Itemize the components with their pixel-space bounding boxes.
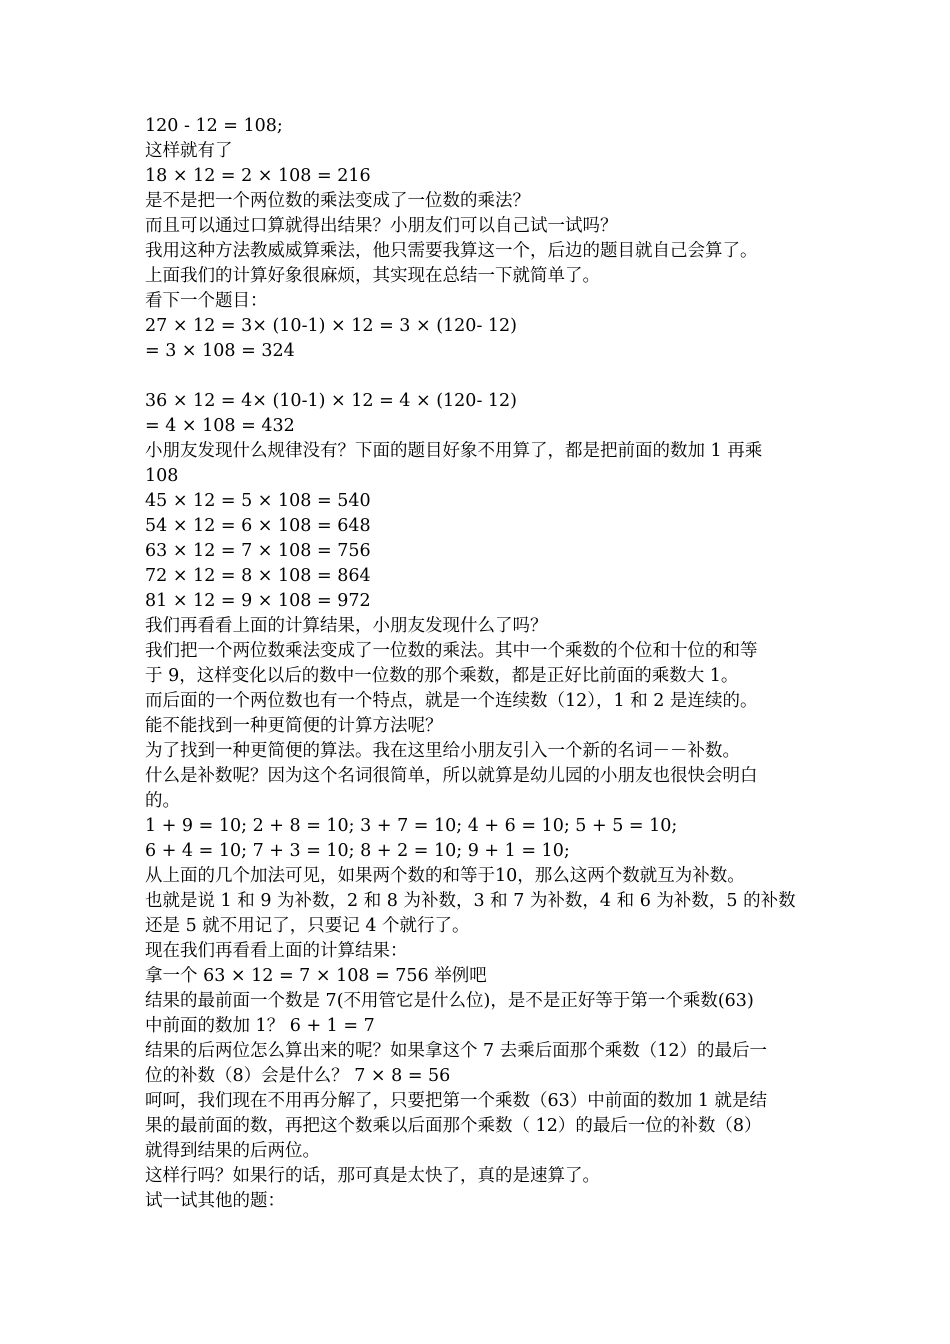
text-line: 小朋友发现什么规律没有？下面的题目好象不用算了，都是把前面的数加 1 再乘: [145, 441, 763, 461]
text-line: 72 × 12 = 8 × 108 = 864: [145, 566, 371, 586]
text-line: 我用这种方法教威威算乘法，他只需要我算这一个，后边的题目就自己会算了。: [145, 241, 758, 261]
text-line: 现在我们再看看上面的计算结果：: [145, 941, 408, 961]
text-line: 120 - 12 = 108;: [145, 116, 283, 136]
text-line: 27 × 12 = 3× (10-1) × 12 = 3 × (120- 12): [145, 316, 518, 336]
text-line: 54 × 12 = 6 × 108 = 648: [145, 516, 371, 536]
text-line: 试一试其他的题：: [145, 1191, 285, 1211]
text-line: 果的最前面的数，再把这个数乘以后面那个乘数（ 12）的最后一位的补数（8）: [145, 1116, 762, 1136]
text-line: 位的补数（8）会是什么？ 7 × 8 = 56: [145, 1066, 451, 1086]
text-line: 我们再看看上面的计算结果，小朋友发现什么了吗？: [145, 616, 548, 636]
text-line: 什么是补数呢？因为这个名词很简单，所以就算是幼儿园的小朋友也很快会明白: [145, 766, 758, 786]
text-line: 63 × 12 = 7 × 108 = 756: [145, 541, 371, 561]
text-line: 就得到结果的后两位。: [145, 1141, 320, 1161]
text-line: 18 × 12 = 2 × 108 = 216: [145, 166, 371, 186]
text-line: 能不能找到一种更简便的计算方法呢？: [145, 716, 443, 736]
text-line: 而后面的一个两位数也有一个特点，就是一个连续数（12），1 和 2 是连续的。: [145, 691, 758, 711]
text-line: 我们把一个两位数乘法变成了一位数的乘法。其中一个乘数的个位和十位的和等: [145, 641, 758, 661]
text-line: 是不是把一个两位数的乘法变成了一位数的乘法？: [145, 191, 530, 211]
text-line: 中前面的数加 1？ 6 + 1 = 7: [145, 1016, 375, 1036]
text-line: 6 + 4 = 10; 7 + 3 = 10; 8 + 2 = 10; 9 + 1 = 10;: [145, 841, 570, 861]
blank-line: [145, 364, 825, 389]
text-line: 上面我们的计算好象很麻烦，其实现在总结一下就简单了。: [145, 266, 600, 286]
text-line: 1 + 9 = 10; 2 + 8 = 10; 3 + 7 = 10; 4 + 6 = 10; 5 + 5 = 10;: [145, 816, 678, 836]
text-line: 结果的后两位怎么算出来的呢？如果拿这个 7 去乘后面那个乘数（12）的最后一: [145, 1041, 768, 1061]
text-line: 从上面的几个加法可见，如果两个数的和等于10，那么这两个数就互为补数。: [145, 866, 745, 886]
text-line: 这样就有了: [145, 141, 233, 161]
text-line: 为了找到一种更简便的算法。我在这里给小朋友引入一个新的名词－－补数。: [145, 741, 740, 761]
text-line: 拿一个 63 × 12 = 7 × 108 = 756 举例吧: [145, 966, 487, 986]
text-line: 还是 5 就不用记了，只要记 4 个就行了。: [145, 916, 470, 936]
text-line: 结果的最前面一个数是 7(不用管它是什么位)，是不是正好等于第一个乘数(63): [145, 991, 754, 1011]
text-line: 45 × 12 = 5 × 108 = 540: [145, 491, 371, 511]
text-line: = 3 × 108 = 324: [145, 341, 295, 361]
text-line: 108: [145, 466, 179, 486]
text-line: 36 × 12 = 4× (10-1) × 12 = 4 × (120- 12): [145, 391, 518, 411]
text-line: 的。: [145, 791, 180, 811]
text-line: 也就是说 1 和 9 为补数，2 和 8 为补数，3 和 7 为补数，4 和 6 为补数，5 的补数: [145, 891, 796, 911]
text-line: = 4 × 108 = 432: [145, 416, 295, 436]
text-line: 于 9，这样变化以后的数中一位数的那个乘数，都是正好比前面的乘数大 1。: [145, 666, 739, 686]
text-line: 81 × 12 = 9 × 108 = 972: [145, 591, 371, 611]
text-line: 看下一个题目：: [145, 291, 268, 311]
text-line: 这样行吗？如果行的话，那可真是太快了，真的是速算了。: [145, 1166, 600, 1186]
document-body: [145, 114, 825, 1214]
text-line: 呵呵，我们现在不用再分解了，只要把第一个乘数（63）中前面的数加 1 就是结: [145, 1091, 768, 1111]
text-line: 而且可以通过口算就得出结果？小朋友们可以自己试一试吗？: [145, 216, 618, 236]
